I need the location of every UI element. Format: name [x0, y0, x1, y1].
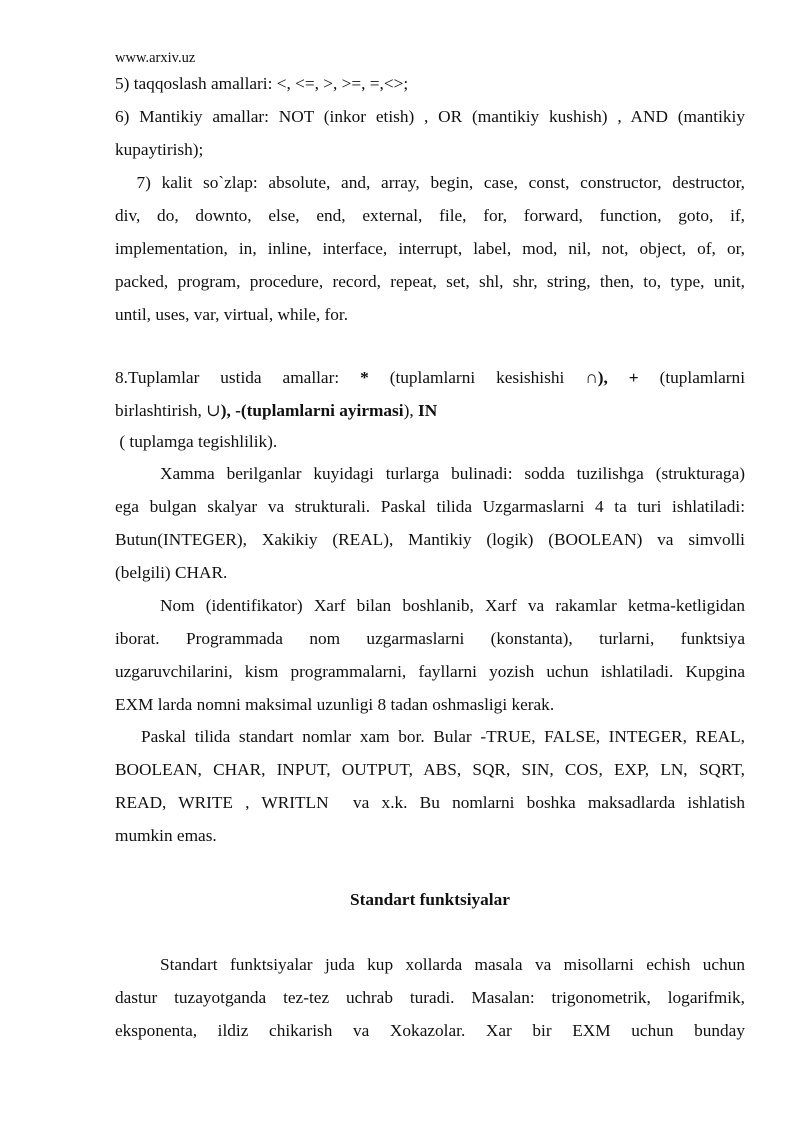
text-line: iborat. Programmada nom uzgarmaslarni (konstanta), turlarni, funktsiya	[115, 629, 745, 648]
text-line: until, uses, var, virtual, while, for.	[115, 305, 349, 324]
text-line-set-operations	[115, 368, 745, 388]
text-line: packed, program, procedure, record, repeat, set, shl, shr, string, then, to, type, unit,	[115, 272, 745, 291]
text-line: dastur tuzayotganda tez-tez uchrab turadi. Masalan: trigonometrik, logarifmik,	[115, 988, 745, 1007]
text-line: div, do, downto, else, end, external, file, for, forward, function, goto, if,	[115, 206, 745, 225]
text-line: (belgili) CHAR.	[115, 563, 228, 582]
section-heading: Standart funktsiyalar	[350, 890, 510, 909]
text-line: eksponenta, ildiz chikarish va Xokazolar. Xar bir EXM uchun bunday	[115, 1021, 745, 1040]
text-segment: (tuplamlarni	[638, 368, 745, 387]
text-line: Butun(INTEGER), Xakikiy (REAL), Mantikiy (logik) (BOOLEAN) va simvolli	[115, 530, 745, 549]
text-line: mumkin emas.	[115, 826, 217, 845]
text-line: Nom (identifikator) Xarf bilan boshlanib, Xarf va rakamlar ketma-ketligidan	[160, 596, 745, 615]
difference-operator: ), -(tuplamlarni ayirmasi	[220, 401, 404, 420]
text-line: READ, WRITE , WRITLN va x.k. Bu nomlarni boshka maksadlarda ishlatish	[115, 793, 745, 812]
text-line: ( tuplamga tegishlilik).	[115, 432, 278, 451]
text-line: 5) taqqoslash amallari: <, <=, >, >=, =,<>;	[115, 74, 409, 93]
text-line: implementation, in, inline, interface, interrupt, label, mod, nil, not, object, of, or,	[115, 239, 745, 258]
text-line: Xamma berilganlar kuyidagi turlarga bulinadi: sodda tuzilishga (strukturaga)	[160, 464, 745, 483]
text-segment: 8.Tuplamlar ustida amallar:	[115, 368, 361, 387]
intersection-operator: *	[360, 368, 369, 387]
text-line: uzgaruvchilarini, kism programmalarni, fayllarni yozish uchun ishlatiladi. Kupgina	[115, 662, 745, 681]
text-segment: birlashtirish, ∪	[115, 401, 221, 420]
in-operator: IN	[417, 401, 438, 420]
text-line: EXM larda nomni maksimal uzunligi 8 tadan oshmasligi kerak.	[115, 695, 555, 714]
text-line: kupaytirish);	[115, 140, 204, 159]
text-segment: (tuplamlarni kesishishi ∩	[368, 368, 598, 387]
text-line: 6) Mantikiy amallar: NOT (inkor etish) , OR (mantikiy kushish) , AND (mantikiy	[115, 107, 745, 126]
text-segment: ),	[403, 401, 418, 420]
union-operator: ), +	[597, 368, 639, 387]
source-url: www.arxiv.uz	[115, 50, 196, 66]
text-line: BOOLEAN, CHAR, INPUT, OUTPUT, ABS, SQR, SIN, COS, EXP, LN, SQRT,	[115, 760, 745, 779]
text-line: 7) kalit so`zlap: absolute, and, array, begin, case, const, constructor, destructor,	[115, 173, 746, 192]
text-line: Standart funktsiyalar juda kup xollarda masala va misollarni echish uchun	[160, 955, 745, 974]
text-line	[115, 401, 437, 421]
text-line: Paskal tilida standart nomlar xam bor. Bular -TRUE, FALSE, INTEGER, REAL,	[115, 727, 745, 746]
text-line: ega bulgan skalyar va strukturali. Paskal tilida Uzgarmaslarni 4 ta turi ishlatiladi:	[115, 497, 745, 516]
